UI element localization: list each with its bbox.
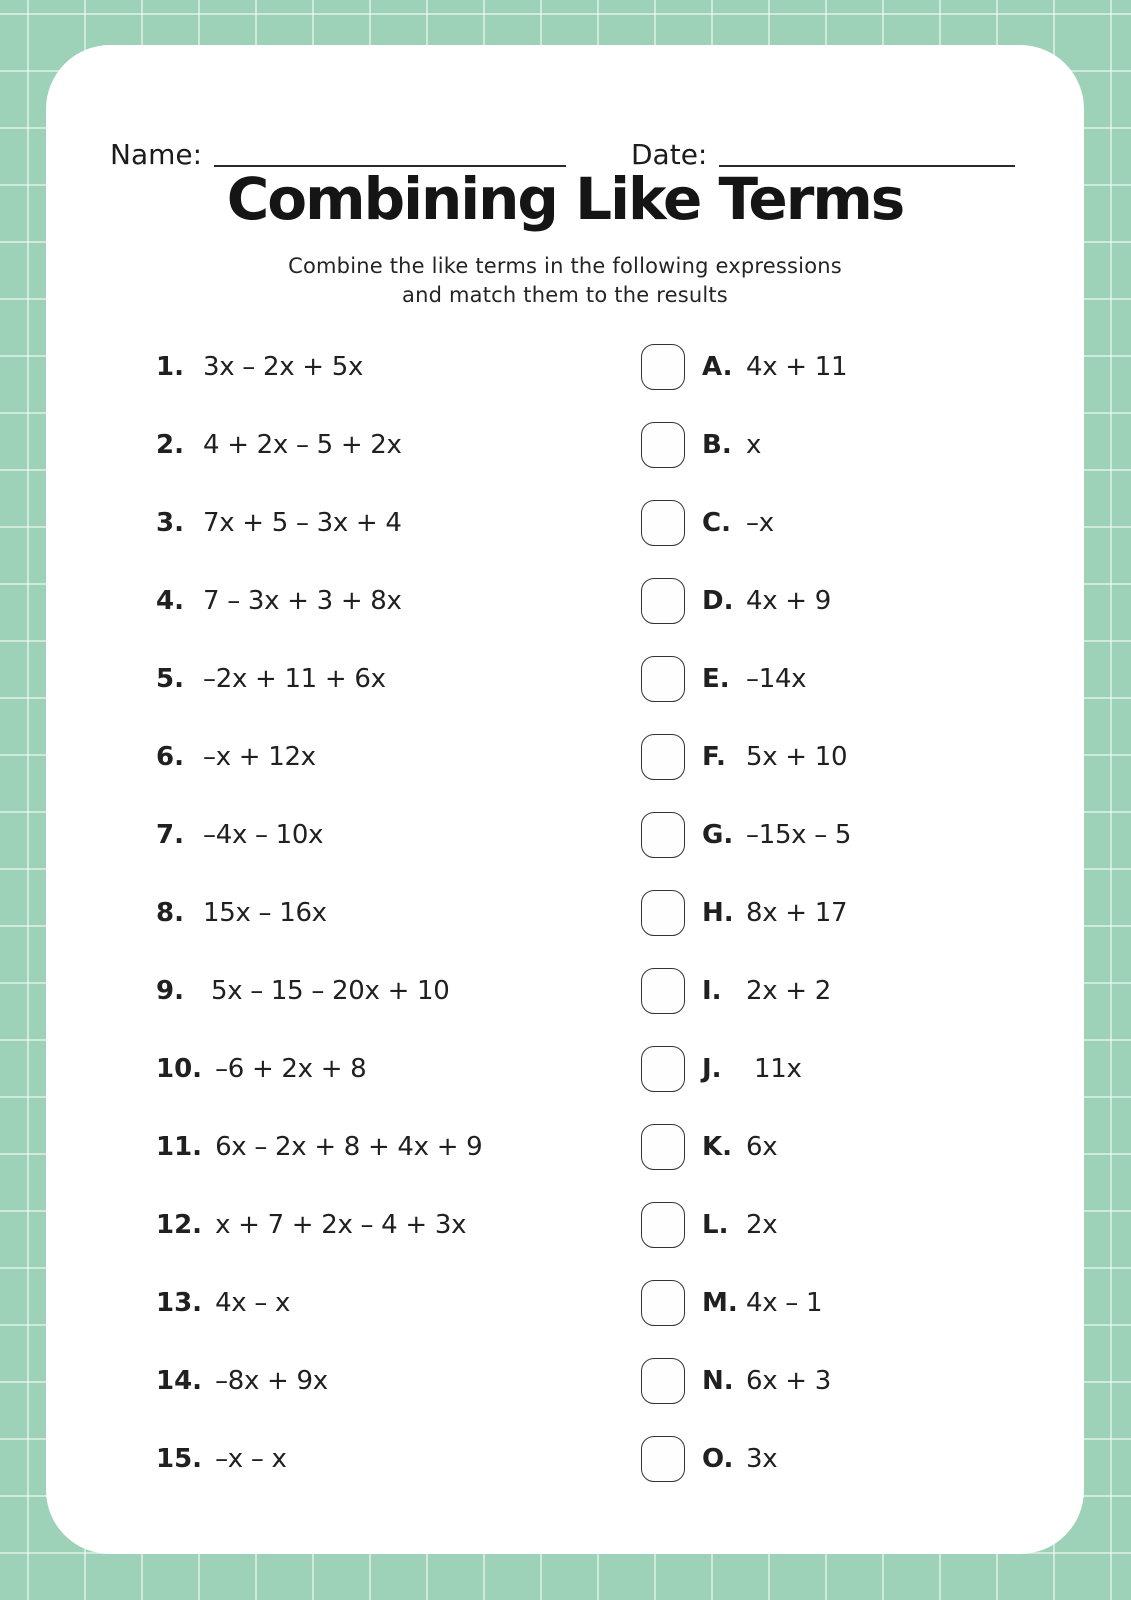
answer-letter: B. bbox=[702, 430, 732, 460]
answer-expression: 4x + 9 bbox=[746, 586, 831, 616]
problem-expression: 7x + 5 – 3x + 4 bbox=[203, 508, 402, 538]
problem-item bbox=[156, 1186, 466, 1264]
problem-number: 4. bbox=[156, 586, 184, 616]
answer-expression: –15x – 5 bbox=[746, 820, 852, 850]
problem-expression: –x + 12x bbox=[203, 742, 316, 772]
answer-letter: H. bbox=[702, 898, 734, 928]
worksheet-card bbox=[46, 45, 1084, 1554]
answer-expression: 11x bbox=[746, 1054, 802, 1084]
answer-expression: 8x + 17 bbox=[746, 898, 848, 928]
answer-item bbox=[641, 640, 806, 718]
instructions bbox=[46, 252, 1084, 310]
answer-letter: A. bbox=[702, 352, 733, 382]
problem-number: 10. bbox=[156, 1054, 203, 1084]
problem-item bbox=[156, 1420, 287, 1498]
problem-expression: x + 7 + 2x – 4 + 3x bbox=[215, 1210, 467, 1240]
problem-number: 15. bbox=[156, 1444, 203, 1474]
problem-number: 8. bbox=[156, 898, 184, 928]
answer-box[interactable] bbox=[641, 968, 685, 1014]
problem-expression: –2x + 11 + 6x bbox=[203, 664, 386, 694]
answer-expression: 4x + 11 bbox=[746, 352, 848, 382]
answer-expression: –14x bbox=[746, 664, 807, 694]
answer-expression: x bbox=[746, 430, 762, 460]
answer-item bbox=[641, 1420, 777, 1498]
problem-item bbox=[156, 718, 316, 796]
answer-letter: K. bbox=[702, 1132, 733, 1162]
worksheet-row bbox=[46, 1342, 1084, 1420]
answer-item bbox=[641, 796, 851, 874]
answer-expression: –x bbox=[746, 508, 774, 538]
answer-letter: N. bbox=[702, 1366, 734, 1396]
worksheet-row bbox=[46, 796, 1084, 874]
problem-expression: 6x – 2x + 8 + 4x + 9 bbox=[215, 1132, 483, 1162]
problem-number: 5. bbox=[156, 664, 184, 694]
problem-item bbox=[156, 562, 402, 640]
answer-item bbox=[641, 1186, 777, 1264]
problem-item bbox=[156, 1030, 366, 1108]
problem-expression: –8x + 9x bbox=[215, 1366, 328, 1396]
answer-letter: L. bbox=[702, 1210, 729, 1240]
worksheet-row bbox=[46, 1186, 1084, 1264]
answer-letter: F. bbox=[702, 742, 726, 772]
problem-expression: –x – x bbox=[215, 1444, 287, 1474]
answer-item bbox=[641, 328, 847, 406]
answer-box[interactable] bbox=[641, 1280, 685, 1326]
answer-item bbox=[641, 484, 774, 562]
answer-box[interactable] bbox=[641, 1046, 685, 1092]
answer-box[interactable] bbox=[641, 812, 685, 858]
answer-box[interactable] bbox=[641, 656, 685, 702]
instructions-line-2: and match them to the results bbox=[402, 283, 728, 307]
problem-list bbox=[46, 328, 1084, 1498]
answer-box[interactable] bbox=[641, 1202, 685, 1248]
answer-expression: 5x + 10 bbox=[746, 742, 848, 772]
problem-item bbox=[156, 484, 402, 562]
name-label: Name: bbox=[110, 138, 203, 171]
problem-number: 3. bbox=[156, 508, 184, 538]
problem-number: 6. bbox=[156, 742, 184, 772]
problem-item bbox=[156, 1264, 290, 1342]
worksheet-row bbox=[46, 1420, 1084, 1498]
worksheet-row bbox=[46, 952, 1084, 1030]
answer-letter: E. bbox=[702, 664, 730, 694]
answer-letter: C. bbox=[702, 508, 731, 538]
answer-box[interactable] bbox=[641, 1436, 685, 1482]
problem-expression: 5x – 15 – 20x + 10 bbox=[203, 976, 450, 1006]
worksheet-row bbox=[46, 562, 1084, 640]
worksheet-row bbox=[46, 1108, 1084, 1186]
worksheet-row bbox=[46, 484, 1084, 562]
problem-item bbox=[156, 640, 386, 718]
worksheet-row bbox=[46, 328, 1084, 406]
instructions-line-1: Combine the like terms in the following expressions bbox=[288, 254, 842, 278]
answer-letter: J. bbox=[702, 1054, 722, 1084]
problem-number: 13. bbox=[156, 1288, 203, 1318]
answer-expression: 3x bbox=[746, 1444, 778, 1474]
answer-expression: 6x bbox=[746, 1132, 778, 1162]
worksheet-row bbox=[46, 874, 1084, 952]
problem-number: 12. bbox=[156, 1210, 203, 1240]
problem-expression: 7 – 3x + 3 + 8x bbox=[203, 586, 402, 616]
answer-box[interactable] bbox=[641, 578, 685, 624]
answer-item bbox=[641, 406, 761, 484]
answer-expression: 4x – 1 bbox=[746, 1288, 823, 1318]
problem-number: 9. bbox=[156, 976, 184, 1006]
worksheet-row bbox=[46, 718, 1084, 796]
worksheet-row bbox=[46, 406, 1084, 484]
worksheet-row bbox=[46, 640, 1084, 718]
problem-item bbox=[156, 796, 323, 874]
worksheet-row bbox=[46, 1264, 1084, 1342]
problem-expression: 4x – x bbox=[215, 1288, 291, 1318]
answer-item bbox=[641, 718, 847, 796]
problem-expression: –6 + 2x + 8 bbox=[215, 1054, 367, 1084]
problem-item bbox=[156, 1342, 328, 1420]
problem-number: 7. bbox=[156, 820, 184, 850]
answer-letter: I. bbox=[702, 976, 722, 1006]
answer-letter: O. bbox=[702, 1444, 734, 1474]
problem-item bbox=[156, 874, 327, 952]
problem-item bbox=[156, 952, 450, 1030]
problem-expression: –4x – 10x bbox=[203, 820, 324, 850]
problem-number: 14. bbox=[156, 1366, 203, 1396]
answer-box[interactable] bbox=[641, 422, 685, 468]
answer-item bbox=[641, 1030, 802, 1108]
problem-item bbox=[156, 1108, 482, 1186]
answer-letter: G. bbox=[702, 820, 734, 850]
answer-box[interactable] bbox=[641, 344, 685, 390]
answer-box[interactable] bbox=[641, 1124, 685, 1170]
answer-box[interactable] bbox=[641, 890, 685, 936]
answer-expression: 2x + 2 bbox=[746, 976, 831, 1006]
problem-expression: 3x – 2x + 5x bbox=[203, 352, 364, 382]
problem-item bbox=[156, 406, 402, 484]
answer-item bbox=[641, 1342, 831, 1420]
answer-item bbox=[641, 952, 831, 1030]
answer-box[interactable] bbox=[641, 500, 685, 546]
worksheet-row bbox=[46, 1030, 1084, 1108]
problem-number: 2. bbox=[156, 430, 184, 460]
answer-item bbox=[641, 874, 847, 952]
answer-letter: M. bbox=[702, 1288, 738, 1318]
problem-expression: 4 + 2x – 5 + 2x bbox=[203, 430, 402, 460]
page-title: Combining Like Terms bbox=[226, 165, 904, 233]
answer-letter: D. bbox=[702, 586, 734, 616]
answer-box[interactable] bbox=[641, 1358, 685, 1404]
problem-item bbox=[156, 328, 363, 406]
problem-expression: 15x – 16x bbox=[203, 898, 327, 928]
problem-number: 11. bbox=[156, 1132, 203, 1162]
answer-item bbox=[641, 1108, 777, 1186]
problem-number: 1. bbox=[156, 352, 184, 382]
date-label: Date: bbox=[631, 138, 708, 171]
answer-box[interactable] bbox=[641, 734, 685, 780]
answer-item bbox=[641, 1264, 822, 1342]
answer-expression: 6x + 3 bbox=[746, 1366, 831, 1396]
answer-item bbox=[641, 562, 831, 640]
answer-expression: 2x bbox=[746, 1210, 778, 1240]
